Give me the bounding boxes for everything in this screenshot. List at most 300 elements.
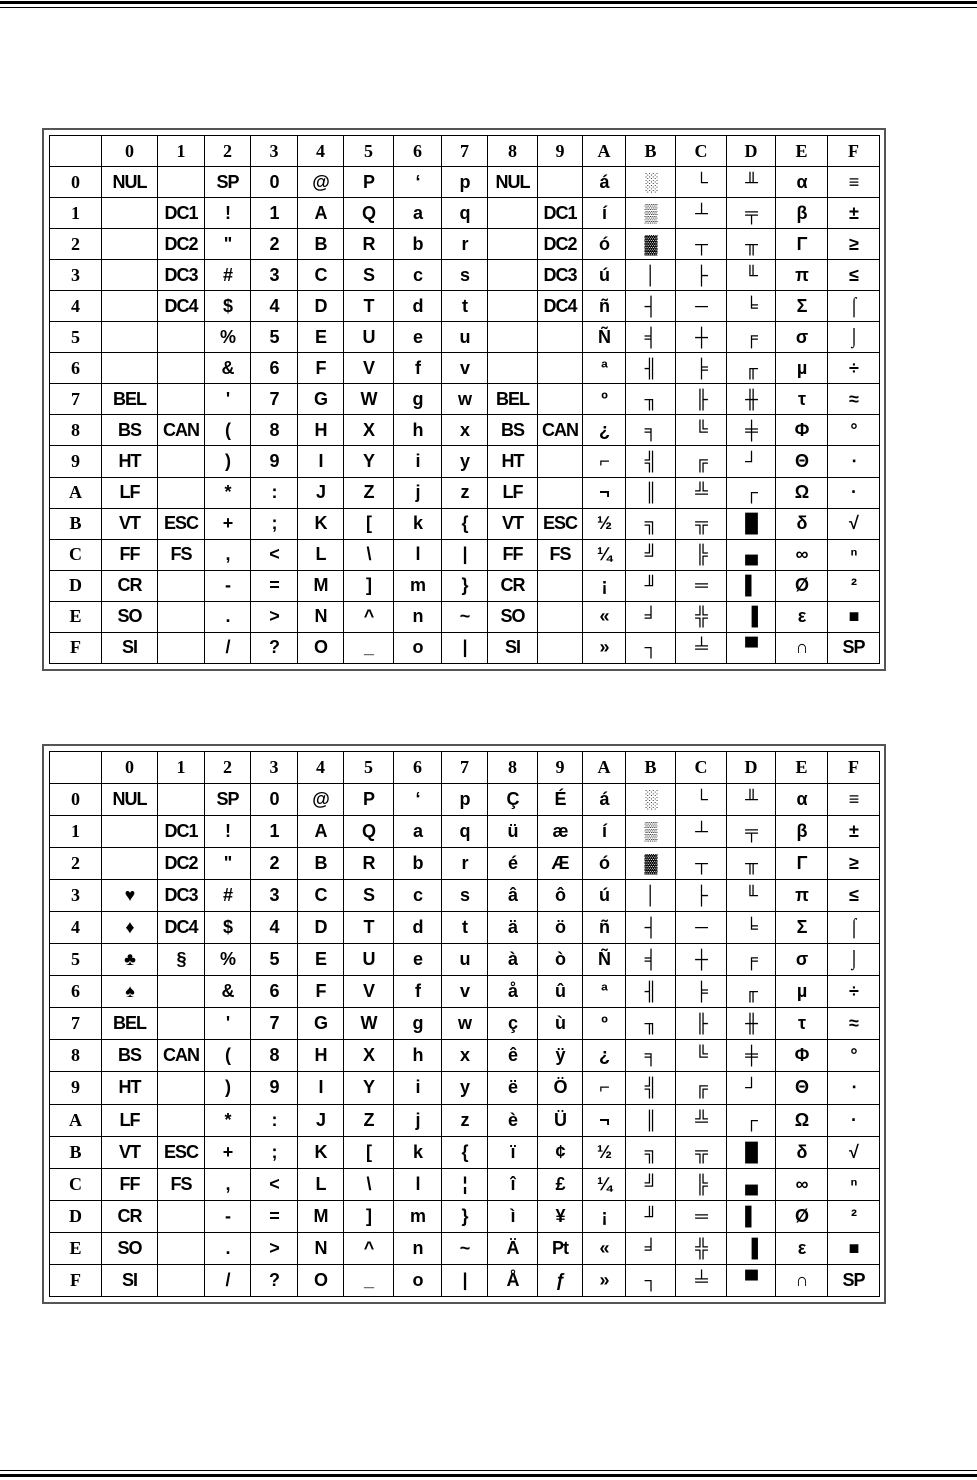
table-cell: M bbox=[298, 1200, 344, 1232]
table-cell: ░ bbox=[626, 167, 676, 198]
table-cell: ▀ bbox=[727, 1264, 776, 1296]
table-cell: ª bbox=[583, 353, 626, 384]
table-cell: BS bbox=[488, 415, 538, 446]
table-cell: q bbox=[442, 816, 488, 848]
table-row bbox=[50, 539, 880, 570]
table-cell: ╨ bbox=[727, 784, 776, 816]
table-cell: ; bbox=[251, 508, 298, 539]
table-cell: ° bbox=[828, 1040, 880, 1072]
table-row bbox=[50, 944, 880, 976]
table-cell: ╔ bbox=[676, 446, 727, 477]
row-header: E bbox=[50, 601, 102, 632]
table-cell: FS bbox=[158, 539, 205, 570]
table-cell: ┴ bbox=[676, 198, 727, 229]
table-cell: , bbox=[205, 1168, 251, 1200]
table-cell: Z bbox=[344, 477, 394, 508]
table-cell: LF bbox=[102, 1104, 158, 1136]
table-cell: d bbox=[394, 291, 442, 322]
table-cell: ½ bbox=[583, 508, 626, 539]
table-cell: DC1 bbox=[538, 198, 583, 229]
column-header: 3 bbox=[251, 136, 298, 167]
table-cell: N bbox=[298, 601, 344, 632]
table-cell: ñ bbox=[583, 291, 626, 322]
table-cell: Z bbox=[344, 1104, 394, 1136]
table-cell: ├ bbox=[676, 260, 727, 291]
table-cell: ≈ bbox=[828, 384, 880, 415]
table-cell: r bbox=[442, 848, 488, 880]
corner-cell bbox=[50, 752, 102, 784]
table-cell: δ bbox=[776, 1136, 828, 1168]
table-cell: û bbox=[538, 976, 583, 1008]
column-header: 0 bbox=[102, 752, 158, 784]
column-header: E bbox=[776, 752, 828, 784]
table-cell: ¡ bbox=[583, 570, 626, 601]
table-cell bbox=[158, 1008, 205, 1040]
table-cell: 1 bbox=[251, 816, 298, 848]
row-header: 7 bbox=[50, 1008, 102, 1040]
row-header: 6 bbox=[50, 353, 102, 384]
table-cell: C bbox=[298, 260, 344, 291]
table-cell: î bbox=[488, 1168, 538, 1200]
table-cell: SO bbox=[102, 1232, 158, 1264]
table-cell: FS bbox=[538, 539, 583, 570]
table-cell: R bbox=[344, 229, 394, 260]
table-cell: Ö bbox=[538, 1072, 583, 1104]
table-cell: ? bbox=[251, 632, 298, 663]
table-cell: ┐ bbox=[626, 632, 676, 663]
table-cell: ║ bbox=[626, 477, 676, 508]
table-cell: = bbox=[251, 570, 298, 601]
table-cell: $ bbox=[205, 291, 251, 322]
table-cell: « bbox=[583, 601, 626, 632]
table-cell: DC4 bbox=[158, 912, 205, 944]
row-header: F bbox=[50, 1264, 102, 1296]
table-cell: ▐ bbox=[727, 601, 776, 632]
table-cell: ≤ bbox=[828, 260, 880, 291]
table-cell: µ bbox=[776, 353, 828, 384]
table-cell: b bbox=[394, 229, 442, 260]
table-cell: ┘ bbox=[727, 446, 776, 477]
table-cell: ESC bbox=[158, 1136, 205, 1168]
table-cell: 0 bbox=[251, 167, 298, 198]
table-cell: t bbox=[442, 912, 488, 944]
table-cell: BEL bbox=[102, 1008, 158, 1040]
table-cell: C bbox=[298, 880, 344, 912]
table-row bbox=[50, 353, 880, 384]
table-cell: _ bbox=[344, 632, 394, 663]
table-cell bbox=[158, 1104, 205, 1136]
table-cell: ^ bbox=[344, 601, 394, 632]
table-cell: ^ bbox=[344, 1232, 394, 1264]
table-cell: l bbox=[394, 1168, 442, 1200]
table-cell: F bbox=[298, 353, 344, 384]
table-cell: * bbox=[205, 477, 251, 508]
table-cell: ∙ bbox=[828, 446, 880, 477]
table-row bbox=[50, 1232, 880, 1264]
table-cell bbox=[158, 601, 205, 632]
table-cell: ♥ bbox=[102, 880, 158, 912]
table-cell: & bbox=[205, 353, 251, 384]
table-cell: S bbox=[344, 260, 394, 291]
table-cell: ë bbox=[488, 1072, 538, 1104]
column-header: C bbox=[676, 752, 727, 784]
table-cell: ¿ bbox=[583, 1040, 626, 1072]
table-cell: Σ bbox=[776, 291, 828, 322]
table-cell: P bbox=[344, 784, 394, 816]
row-header: 1 bbox=[50, 198, 102, 229]
table-cell: ! bbox=[205, 198, 251, 229]
table-cell bbox=[488, 322, 538, 353]
table-cell: ♣ bbox=[102, 944, 158, 976]
table-cell: d bbox=[394, 912, 442, 944]
table-cell: º bbox=[583, 1008, 626, 1040]
table-cell: FS bbox=[158, 1168, 205, 1200]
column-header: 8 bbox=[488, 752, 538, 784]
table-cell: ╣ bbox=[626, 446, 676, 477]
table-cell bbox=[102, 291, 158, 322]
table-cell bbox=[488, 260, 538, 291]
table-cell: ¿ bbox=[583, 415, 626, 446]
character-code-table-1 bbox=[42, 128, 886, 671]
table-cell: 9 bbox=[251, 446, 298, 477]
table-cell: █ bbox=[727, 1136, 776, 1168]
table-cell: ■ bbox=[828, 1232, 880, 1264]
table-cell: CAN bbox=[538, 415, 583, 446]
table-cell: SI bbox=[102, 1264, 158, 1296]
table-cell: u bbox=[442, 944, 488, 976]
table-cell: CR bbox=[102, 570, 158, 601]
table-cell: ÿ bbox=[538, 1040, 583, 1072]
row-header: 2 bbox=[50, 848, 102, 880]
table-cell: ╖ bbox=[626, 1008, 676, 1040]
table-cell: ╜ bbox=[626, 570, 676, 601]
table-cell: ╜ bbox=[626, 1200, 676, 1232]
table-cell: │ bbox=[626, 260, 676, 291]
table-cell: k bbox=[394, 508, 442, 539]
table-cell: k bbox=[394, 1136, 442, 1168]
table-cell: ╣ bbox=[626, 1072, 676, 1104]
table-cell: ╡ bbox=[626, 944, 676, 976]
table-row bbox=[50, 322, 880, 353]
table-cell: ≡ bbox=[828, 784, 880, 816]
table-cell: ( bbox=[205, 415, 251, 446]
table-cell: │ bbox=[626, 880, 676, 912]
table-cell: Φ bbox=[776, 1040, 828, 1072]
table-cell: Ω bbox=[776, 1104, 828, 1136]
row-header: 5 bbox=[50, 322, 102, 353]
table-cell: ñ bbox=[583, 912, 626, 944]
table-cell: ¬ bbox=[583, 1104, 626, 1136]
table-cell: ú bbox=[583, 880, 626, 912]
table-cell: | bbox=[442, 632, 488, 663]
table-cell: ≥ bbox=[828, 229, 880, 260]
table-cell: í bbox=[583, 816, 626, 848]
table-cell: Ω bbox=[776, 477, 828, 508]
table-cell bbox=[158, 353, 205, 384]
bottom-rule-thick bbox=[0, 1474, 977, 1477]
row-header: 8 bbox=[50, 1040, 102, 1072]
table-cell: ƒ bbox=[538, 1264, 583, 1296]
table-cell: ) bbox=[205, 1072, 251, 1104]
table-cell: ╩ bbox=[676, 1104, 727, 1136]
table-cell: ╞ bbox=[676, 353, 727, 384]
table-cell: ╙ bbox=[727, 260, 776, 291]
table-cell: # bbox=[205, 880, 251, 912]
table-cell: % bbox=[205, 944, 251, 976]
table-cell: SP bbox=[828, 1264, 880, 1296]
table-cell: β bbox=[776, 198, 828, 229]
character-code-table-2 bbox=[42, 744, 886, 1304]
table-cell: Γ bbox=[776, 848, 828, 880]
table-cell: ≤ bbox=[828, 880, 880, 912]
table-cell: » bbox=[583, 632, 626, 663]
table-cell: └ bbox=[676, 784, 727, 816]
table-row bbox=[50, 1264, 880, 1296]
table-cell bbox=[158, 167, 205, 198]
table-cell bbox=[102, 816, 158, 848]
table-cell: ▄ bbox=[727, 1168, 776, 1200]
table-cell: DC1 bbox=[158, 198, 205, 229]
table-cell: ∩ bbox=[776, 1264, 828, 1296]
table-cell: o bbox=[394, 1264, 442, 1296]
table-cell: ┬ bbox=[676, 848, 727, 880]
table-cell: ⌐ bbox=[583, 1072, 626, 1104]
table-cell: ─ bbox=[676, 912, 727, 944]
table-cell: HT bbox=[488, 446, 538, 477]
row-header: 5 bbox=[50, 944, 102, 976]
table-cell: Y bbox=[344, 446, 394, 477]
table-cell: e bbox=[394, 322, 442, 353]
table-cell: w bbox=[442, 384, 488, 415]
table-row bbox=[50, 229, 880, 260]
table-cell: F bbox=[298, 976, 344, 1008]
table-cell: ∞ bbox=[776, 539, 828, 570]
table-cell: ╦ bbox=[676, 508, 727, 539]
table-cell: σ bbox=[776, 322, 828, 353]
table-cell: CAN bbox=[158, 415, 205, 446]
table-cell: £ bbox=[538, 1168, 583, 1200]
table-cell: 4 bbox=[251, 291, 298, 322]
table-cell: ░ bbox=[626, 784, 676, 816]
table-cell: ó bbox=[583, 848, 626, 880]
table-row bbox=[50, 632, 880, 663]
column-header: 8 bbox=[488, 136, 538, 167]
table-cell: ▌ bbox=[727, 570, 776, 601]
table-cell bbox=[102, 848, 158, 880]
table-cell: a bbox=[394, 816, 442, 848]
column-header: 2 bbox=[205, 752, 251, 784]
table-cell: ╒ bbox=[727, 322, 776, 353]
table-cell: ï bbox=[488, 1136, 538, 1168]
table-cell: s bbox=[442, 880, 488, 912]
table-cell: DC3 bbox=[158, 880, 205, 912]
table-cell: K bbox=[298, 1136, 344, 1168]
table-cell: w bbox=[442, 1008, 488, 1040]
table-cell: s bbox=[442, 260, 488, 291]
table-cell: ═ bbox=[676, 1200, 727, 1232]
table-cell: H bbox=[298, 415, 344, 446]
table-cell: VT bbox=[102, 508, 158, 539]
table-cell: CR bbox=[102, 1200, 158, 1232]
table-cell: BEL bbox=[102, 384, 158, 415]
table-cell: Pt bbox=[538, 1232, 583, 1264]
table-row bbox=[50, 260, 880, 291]
table-cell: σ bbox=[776, 944, 828, 976]
table-cell: g bbox=[394, 384, 442, 415]
table-cell: 8 bbox=[251, 1040, 298, 1072]
table-cell: } bbox=[442, 1200, 488, 1232]
column-header: F bbox=[828, 752, 880, 784]
table-cell: ╕ bbox=[626, 415, 676, 446]
table-cell: SP bbox=[828, 632, 880, 663]
table-cell: Y bbox=[344, 1072, 394, 1104]
table-cell: ┌ bbox=[727, 477, 776, 508]
table-cell: X bbox=[344, 1040, 394, 1072]
table-cell: > bbox=[251, 1232, 298, 1264]
row-header: 4 bbox=[50, 291, 102, 322]
table-cell: BS bbox=[102, 1040, 158, 1072]
table-cell: ╗ bbox=[626, 1136, 676, 1168]
table-cell: z bbox=[442, 1104, 488, 1136]
table-cell: » bbox=[583, 1264, 626, 1296]
table-cell: 4 bbox=[251, 912, 298, 944]
table-cell: ▀ bbox=[727, 632, 776, 663]
table-cell: p bbox=[442, 784, 488, 816]
table-cell: FF bbox=[102, 1168, 158, 1200]
table-cell: W bbox=[344, 1008, 394, 1040]
table-cell: π bbox=[776, 880, 828, 912]
table-cell: ≥ bbox=[828, 848, 880, 880]
table-cell: è bbox=[488, 1104, 538, 1136]
row-header: 8 bbox=[50, 415, 102, 446]
table-cell: J bbox=[298, 477, 344, 508]
table-cell: N bbox=[298, 1232, 344, 1264]
table-cell: D bbox=[298, 912, 344, 944]
table-cell: ± bbox=[828, 198, 880, 229]
table-cell: S bbox=[344, 880, 394, 912]
table-cell: · bbox=[828, 1104, 880, 1136]
table-cell bbox=[102, 229, 158, 260]
table-cell: ┤ bbox=[626, 291, 676, 322]
table-cell bbox=[538, 446, 583, 477]
table-cell: ε bbox=[776, 1232, 828, 1264]
table-cell: ç bbox=[488, 1008, 538, 1040]
row-header: 3 bbox=[50, 260, 102, 291]
table-cell: < bbox=[251, 539, 298, 570]
table-cell: 5 bbox=[251, 944, 298, 976]
table-cell: ╟ bbox=[676, 1008, 727, 1040]
table-cell: Ü bbox=[538, 1104, 583, 1136]
table-cell bbox=[488, 291, 538, 322]
table-cell: LF bbox=[488, 477, 538, 508]
table-row bbox=[50, 784, 880, 816]
table-cell: ½ bbox=[583, 1136, 626, 1168]
table-cell: j bbox=[394, 477, 442, 508]
table-cell: ▐ bbox=[727, 1232, 776, 1264]
table-cell: Ç bbox=[488, 784, 538, 816]
column-header: E bbox=[776, 136, 828, 167]
table-cell: ( bbox=[205, 1040, 251, 1072]
table-cell bbox=[102, 322, 158, 353]
row-header: 9 bbox=[50, 446, 102, 477]
table-cell: O bbox=[298, 632, 344, 663]
table-cell: e bbox=[394, 944, 442, 976]
table-cell: z bbox=[442, 477, 488, 508]
table-cell: ╥ bbox=[727, 848, 776, 880]
row-header: 2 bbox=[50, 229, 102, 260]
table-cell bbox=[158, 446, 205, 477]
table-cell: , bbox=[205, 539, 251, 570]
table-cell: ╛ bbox=[626, 1232, 676, 1264]
table-cell: o bbox=[394, 632, 442, 663]
table-cell: LF bbox=[102, 477, 158, 508]
table-cell: ═ bbox=[676, 570, 727, 601]
row-header: D bbox=[50, 1200, 102, 1232]
table-cell: [ bbox=[344, 1136, 394, 1168]
table-cell: ] bbox=[344, 1200, 394, 1232]
table-cell: ± bbox=[828, 816, 880, 848]
table-cell: Ø bbox=[776, 1200, 828, 1232]
table-cell bbox=[158, 322, 205, 353]
table-cell: G bbox=[298, 1008, 344, 1040]
table-cell: µ bbox=[776, 976, 828, 1008]
table-cell: ε bbox=[776, 601, 828, 632]
table-cell: ∞ bbox=[776, 1168, 828, 1200]
table-cell: @ bbox=[298, 167, 344, 198]
table-cell: ) bbox=[205, 446, 251, 477]
table-cell: 1 bbox=[251, 198, 298, 229]
table-cell: π bbox=[776, 260, 828, 291]
table-row bbox=[50, 912, 880, 944]
header-row bbox=[50, 752, 880, 784]
table-row bbox=[50, 816, 880, 848]
table-row bbox=[50, 1168, 880, 1200]
table-cell bbox=[538, 477, 583, 508]
table-cell: └ bbox=[676, 167, 727, 198]
table-cell: Å bbox=[488, 1264, 538, 1296]
table-cell: f bbox=[394, 353, 442, 384]
table-cell: DC2 bbox=[158, 848, 205, 880]
table-cell: ╖ bbox=[626, 384, 676, 415]
table-cell: « bbox=[583, 1232, 626, 1264]
table-cell: 6 bbox=[251, 353, 298, 384]
row-header: E bbox=[50, 1232, 102, 1264]
table-cell: ┤ bbox=[626, 912, 676, 944]
table-cell: BEL bbox=[488, 384, 538, 415]
table-cell: 3 bbox=[251, 260, 298, 291]
table-cell: + bbox=[205, 1136, 251, 1168]
table-cell: L bbox=[298, 1168, 344, 1200]
table-cell: Ñ bbox=[583, 944, 626, 976]
table-cell: 0 bbox=[251, 784, 298, 816]
column-header: D bbox=[727, 752, 776, 784]
table-cell: h bbox=[394, 415, 442, 446]
table-cell: ╬ bbox=[676, 1232, 727, 1264]
code-table bbox=[49, 135, 880, 664]
table-cell: n bbox=[394, 1232, 442, 1264]
table-cell: ╨ bbox=[727, 167, 776, 198]
table-cell: y bbox=[442, 1072, 488, 1104]
table-cell: x bbox=[442, 1040, 488, 1072]
table-cell: ü bbox=[488, 816, 538, 848]
table-cell: E bbox=[298, 322, 344, 353]
row-header: A bbox=[50, 477, 102, 508]
row-header: 0 bbox=[50, 784, 102, 816]
table-cell: ² bbox=[828, 1200, 880, 1232]
table-cell: DC3 bbox=[158, 260, 205, 291]
table-cell: ò bbox=[538, 944, 583, 976]
row-header: 9 bbox=[50, 1072, 102, 1104]
